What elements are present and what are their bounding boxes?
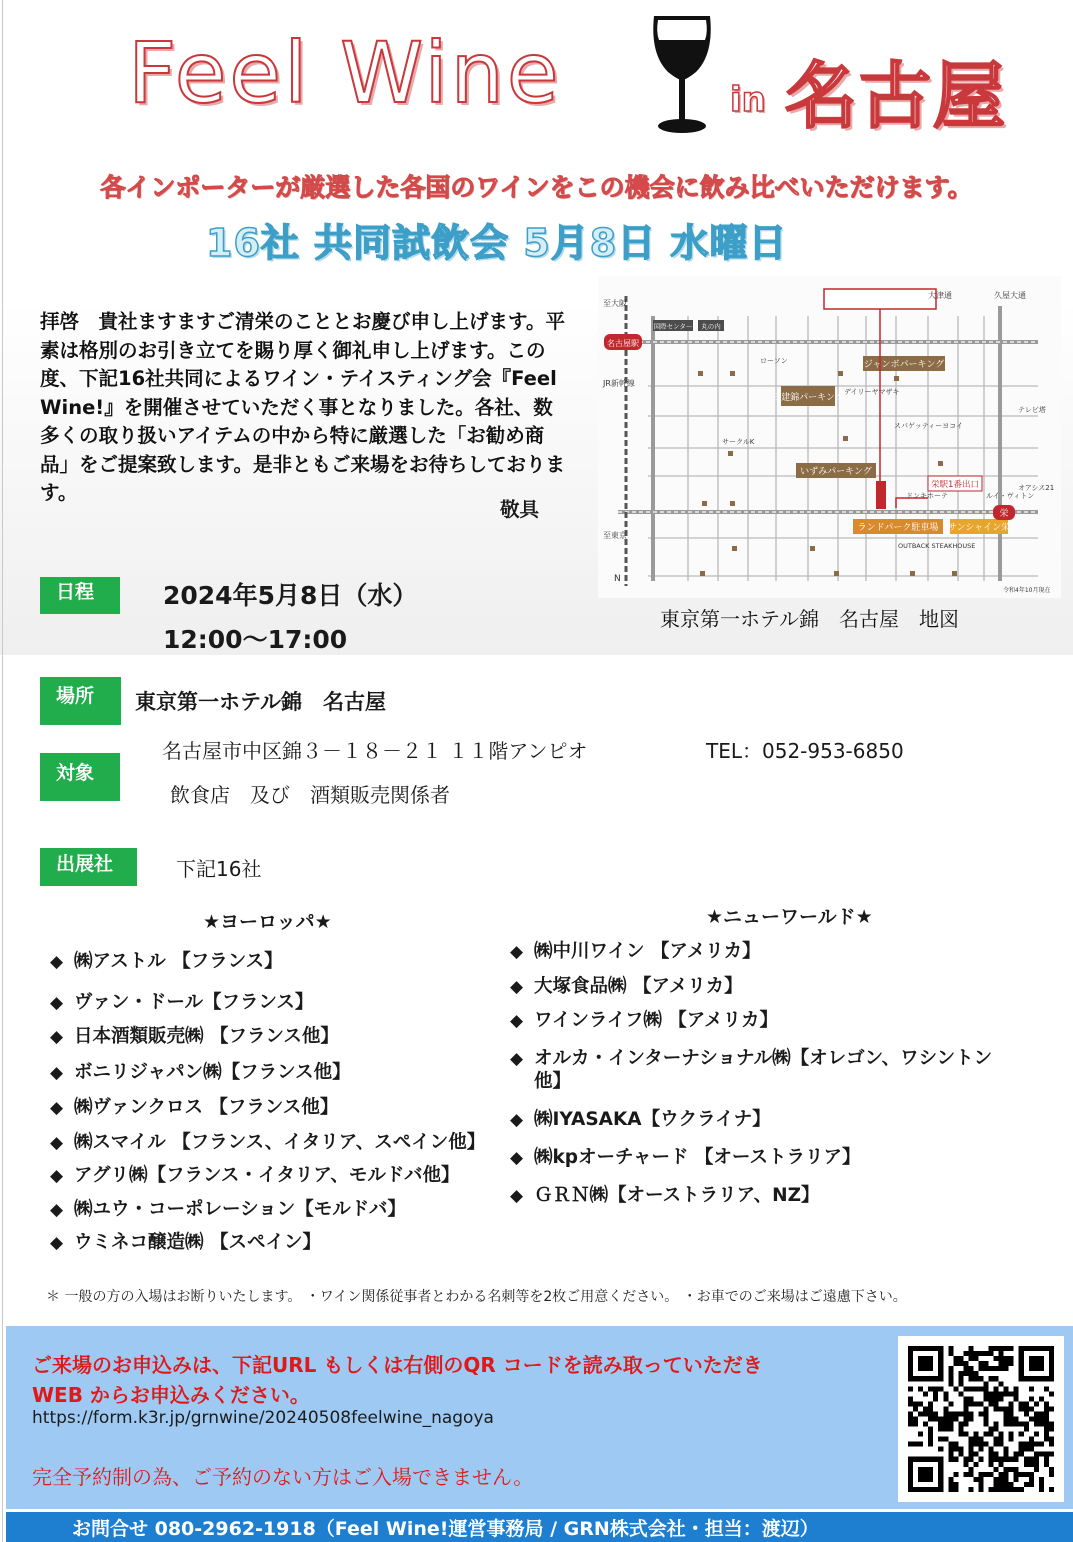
map-label-osaka: 至大阪 <box>603 299 627 308</box>
schedule-date: 2024年5月8日（水） <box>163 581 418 610</box>
contact-info: お問合せ 080-2962-1918（Feel Wine!運営事務局 / GRN株式会社・担当：渡辺） <box>72 1518 819 1540</box>
list-item: ◆ ウミネコ醸造㈱ 【スペイン】 <box>50 1232 321 1253</box>
wine-glass-icon <box>646 10 718 138</box>
map-label-nikkei: 日建錦パーキング <box>772 393 844 403</box>
list-item-continuation: 他】 <box>534 1071 572 1092</box>
event-title-in: in <box>730 80 766 120</box>
event-title: Feel Wine <box>128 24 562 122</box>
map-label-sakae-exit: 栄駅1番出口 <box>931 480 979 490</box>
list-item: ◆ ㈱ヴァンクロス 【フランス他】 <box>50 1097 339 1118</box>
map-label-hisaya: 久屋大通 <box>994 291 1026 300</box>
footnote: ＊ 一般の方の入場はお断りいたします。 ・ワイン関係従事者とわかる名刺等を2枚ご用意ください。 ・お車でのご来場はご遠慮下さい。 <box>46 1289 907 1305</box>
schedule-time: 12:00〜17:00 <box>163 625 348 654</box>
map-label-tokyo: 至東京 <box>603 531 627 540</box>
event-subtitle: 各インポーターが厳選した各国のワインをこの機会に飲み比べいただけます。 <box>100 173 973 202</box>
map-label-marunouchi: 丸の内 <box>701 322 721 331</box>
list-item: ◆ 日本酒類販売㈱ 【フランス他】 <box>50 1026 339 1047</box>
list-item: ◆ ㈱kpオーチャード 【オーストラリア】 <box>510 1147 861 1168</box>
reservation-note: 完全予約制の為、ご予約のない方はご入場できません。 <box>32 1465 534 1489</box>
map-label-vuitton: ルイ・ヴィトン <box>986 492 1035 500</box>
map-label-sunshine: サンシャイン栄 <box>947 523 1011 533</box>
page-border <box>2 0 3 1542</box>
map-label-outback: OUTBACK STEAKHOUSE <box>898 542 976 550</box>
venue-name: 東京第一ホテル錦 名古屋 <box>135 690 386 714</box>
qr-code-icon <box>898 1336 1064 1502</box>
europe-heading: ★ヨーロッパ★ <box>203 911 332 933</box>
list-item: ◆ ㈱ユウ・コーポレーション【モルドバ】 <box>50 1199 406 1220</box>
newworld-heading: ★ニューワールド★ <box>706 906 873 928</box>
map-label-izumi: いずみパーキング <box>800 467 872 477</box>
map-label-tv: テレビ塔 <box>1018 406 1046 414</box>
exhibitors-count: 下記16社 <box>176 857 262 881</box>
target-label: 対象 <box>40 753 120 801</box>
list-item: ◆ ヴァン・ドール【フランス】 <box>50 992 314 1013</box>
map-label-nagoya-station: 名古屋駅 <box>607 339 639 348</box>
list-item: ◆ ＧＲＮ㈱【オーストラリア、NZ】 <box>510 1185 820 1206</box>
apply-instructions-line2: WEB からお申込みください。 <box>32 1383 310 1407</box>
map-label-spaghetti: スパゲッティーヨコイ <box>894 422 963 430</box>
map-label-jr: JR新幹線 <box>603 379 635 388</box>
list-item: ◆ ㈱中川ワイン 【アメリカ】 <box>510 941 761 962</box>
venue-label: 場所 <box>40 677 121 725</box>
map-label-lawson: ローソン <box>760 357 788 365</box>
list-item: ◆ アグリ㈱【フランス・イタリア、モルドバ他】 <box>50 1165 460 1186</box>
map-label-note: 令和4年10月現在 <box>1003 587 1051 594</box>
list-item: ◆ ボニリジャパン㈱【フランス他】 <box>50 1062 351 1083</box>
map-label-landpark: ランドパーク駐車場 <box>857 523 939 533</box>
map-label-kokusai: 国際センター <box>653 322 693 331</box>
map-label-oasis: オアシス21 <box>1018 484 1055 492</box>
event-headline: 16社 共同試飲会 5月8日 水曜日 <box>206 221 788 265</box>
map-label-don: ドンキホーテ <box>906 492 948 500</box>
greeting-text: 拝啓 貴社ますますご清栄のこととお慶び申し上げます。平素は格別のお引き立てを賜り厚く御礼申し上げます。この度、下記16社共同によるワイン・テイスティング会『Feel Wine!』を開催させていただく事となりました。各社、数多くの取り扱いアイテムの中から特に厳選した「お勧め商品」をご提案致します。是非ともご来場をお待ちしております。 <box>40 310 565 504</box>
map-label-otsu: 大津通 <box>928 291 952 300</box>
greeting-closing: 敬具 <box>500 498 540 521</box>
target-text: 飲食店 及び 酒類販売関係者 <box>170 783 450 807</box>
venue-tel: TEL：052-953-6850 <box>706 739 904 763</box>
list-item: ◆ ㈱スマイル 【フランス、イタリア、スペイン他】 <box>50 1132 486 1153</box>
venue-address: 名古屋市中区錦３－１８－２１ １１階アンピオ <box>162 739 588 763</box>
list-item: ◆ オルカ・インターナショナル㈱【オレゴン、ワシントン <box>510 1048 993 1069</box>
map-label-daily: デイリーヤマザキ <box>844 388 900 396</box>
hotel-marker <box>876 481 886 509</box>
qr-code[interactable] <box>898 1336 1064 1502</box>
map-north-icon: N <box>614 574 621 584</box>
list-item: ◆ ワインライフ㈱ 【アメリカ】 <box>510 1010 778 1031</box>
list-item: ◆ 大塚食品㈱ 【アメリカ】 <box>510 976 743 997</box>
map-label-jumbo: ジャンボパーキング <box>863 360 945 370</box>
map-caption: 東京第一ホテル錦 名古屋 地図 <box>660 607 959 631</box>
schedule-label: 日程 <box>40 577 120 614</box>
event-title-city: 名古屋 <box>785 54 1008 138</box>
venue-map <box>598 276 1061 598</box>
apply-instructions-line1: ご来場のお申込みは、下記URL もしくは右側のQR コードを読み取っていただき <box>32 1353 763 1377</box>
list-item: ◆ ㈱IYASAKA【ウクライナ】 <box>510 1109 771 1130</box>
map-label-sakae: 栄 <box>999 509 1009 519</box>
list-item: ◆ ㈱アストル 【フランス】 <box>50 951 283 972</box>
exhibitors-label: 出展社 <box>40 848 137 886</box>
map-label-circlek: サークルK <box>722 438 755 446</box>
apply-url-link[interactable]: https://form.k3r.jp/grnwine/20240508feelwine_nagoya <box>32 1408 494 1428</box>
